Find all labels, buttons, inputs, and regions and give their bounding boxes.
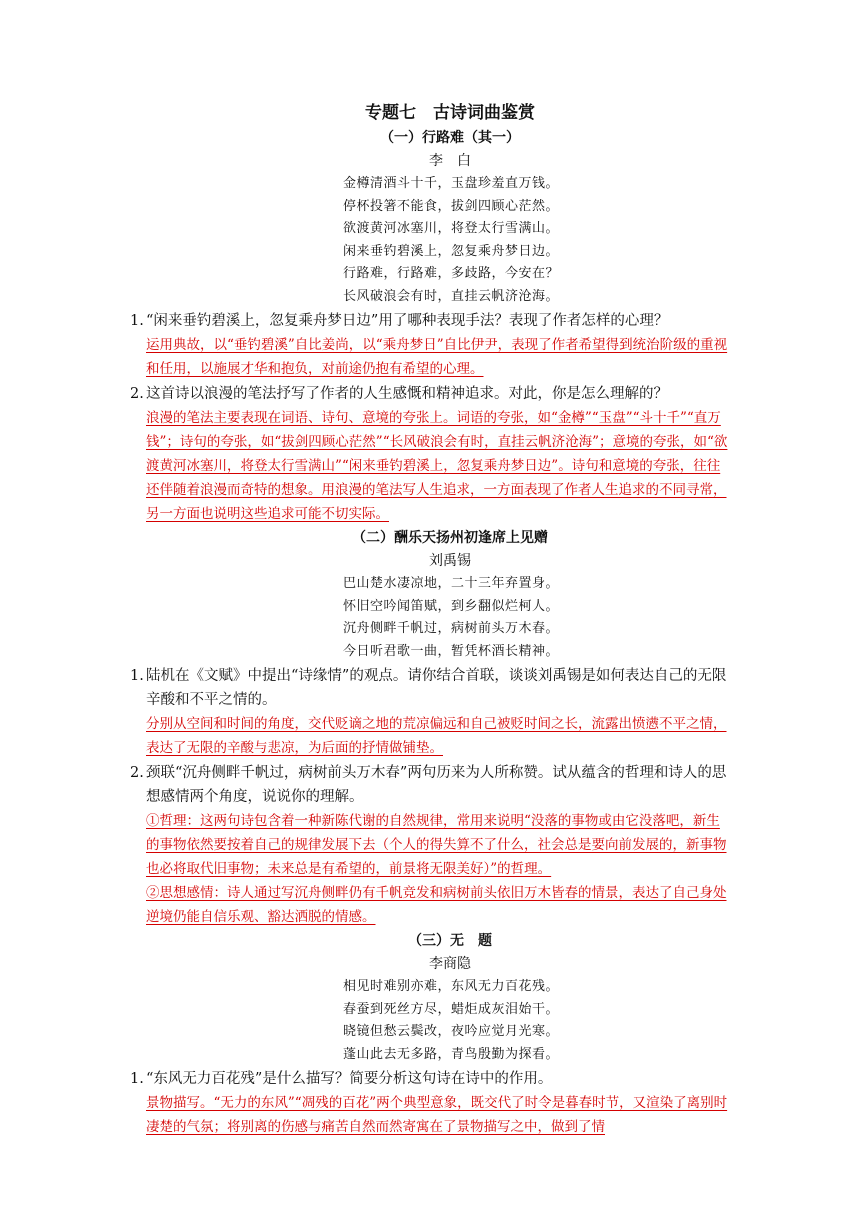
section-xinglunan [130, 126, 730, 526]
section-chou-letian [130, 526, 730, 929]
answer [146, 406, 730, 526]
question-text: “东风无力百花残”是什么描写？简要分析这句诗在诗中的作用。 [146, 1071, 553, 1087]
question [130, 309, 730, 333]
poem-line: 沉舟侧畔千帆过，病树前头万木春。 [342, 621, 559, 636]
poem-line: 蓬山此去无多路，青鸟殷勤为探看。 [342, 1046, 559, 1062]
poem-line: 春蚕到死丝方尽，蜡炬成灰泪始干。 [342, 1001, 559, 1017]
answer-text: 分别从空间和时间的角度，交代贬谪之地的荒凉偏远和自己被贬时间之长，流露出愤懑不平之情，表达了无限的辛酸与悲凉，为后面的抒情做铺垫。 [146, 716, 727, 756]
question-number: 2. [130, 765, 144, 781]
question-number: 1. [130, 668, 144, 684]
question-text: 颈联“沉舟侧畔千帆过，病树前头万木春”两句历来为人所称赞。试从蕴含的哲理和诗人的思想感情两个角度，说说你的理解。 [146, 765, 727, 805]
question-text: 这首诗以浪漫的笔法抒写了作者的人生感慨和精神追求。对此，你是怎么理解的？ [146, 386, 668, 402]
question-number: 1. [130, 313, 144, 329]
poem-line: 今日听君歌一曲，暂凭杯酒长精神。 [342, 643, 559, 659]
answer-text: ②思想感情：诗人通过写沉舟侧畔仍有千帆竞发和病树前头依旧万木皆春的情景，表达了自己身处逆境仍能自信乐观、豁达洒脱的情感。 [146, 885, 727, 925]
poem-line: 欲渡黄河冰塞川，将登太行雪满山。 [342, 221, 559, 236]
poem-line: 巴山楚水凄凉地，二十三年弃置身。 [342, 576, 559, 591]
poem-line: 相见时难别亦难，东风无力百花残。 [342, 979, 559, 994]
poem-line: 怀旧空吟闻笛赋，到乡翻似烂柯人。 [342, 598, 559, 614]
answer-text: 运用典故，以“垂钓碧溪”自比姜尚，以“乘舟梦日”自比伊尹，表现了作者希望得到统治阶级的重视和任用，以施展才华和抱负，对前途仍抱有希望的心理。 [146, 337, 728, 377]
poem-author: 李 白 [429, 153, 471, 169]
page-title: 专题七 古诗词曲鉴赏 [365, 103, 535, 123]
answer [146, 1091, 730, 1139]
question [130, 664, 730, 712]
answer [146, 712, 730, 760]
poem-line: 晓镜但愁云鬓改，夜吟应觉月光寒。 [342, 1024, 559, 1039]
poem-author: 刘禹锡 [429, 553, 471, 569]
question-text: 陆机在《文赋》中提出“诗缘情”的观点。请你结合首联，谈谈刘禹锡是如何表达自己的无限辛酸和不平之情的。 [146, 668, 727, 708]
answer-text: 浪漫的笔法主要表现在词语、诗句、意境的夸张上。词语的夸张，如“金樽”“玉盘”“斗十千”“直万钱”；诗句的夸张，如“拔剑四顾心茫然”“长风破浪会有时，直挂云帆济沧海”；意境的夸张，如“欲渡黄河冰塞川，将登太行雪满山”“闲来垂钓碧溪上，忽复乘舟梦日边”。诗句和意境的夸张，往往还伴随着浪漫而奇特的想象。用浪漫的笔法写人生追求，一方面表现了作者人生追求的不同寻常，另一方面也说明这些追求可能不切实际。 [146, 410, 728, 522]
section-wuti [130, 929, 730, 1139]
poem-line: 金樽清酒斗十千，玉盘珍羞直万钱。 [342, 176, 559, 191]
answer-text: ①哲理：这两句诗包含着一种新陈代谢的自然规律，常用来说明“没落的事物或由它没落吧，新生的事物依然要按着自己的规律发展下去（个人的得失算不了什么，社会总是要向前发展的，新事物也必将取代旧事物；未来总是有希望的，前景将无限美好）”的哲理。 [146, 813, 727, 877]
document-page [130, 100, 730, 1139]
poem-line: 闲来垂钓碧溪上，忽复乘舟梦日边。 [342, 243, 559, 259]
question-number: 2. [130, 386, 144, 402]
poem-heading: （一）行路难（其一） [380, 130, 520, 146]
question-text: “闲来垂钓碧溪上，忽复乘舟梦日边”用了哪种表现手法？表现了作者怎样的心理？ [146, 313, 669, 329]
question [130, 761, 730, 809]
poem-author: 李商隐 [429, 956, 471, 972]
question [130, 1067, 730, 1091]
poem-heading: （三）无 题 [408, 933, 492, 949]
answer [146, 809, 730, 929]
answer [146, 333, 730, 381]
poem-line: 行路难，行路难，多歧路，今安在？ [342, 266, 559, 281]
poem-heading: （二）酬乐天扬州初逢席上见赠 [352, 530, 548, 546]
poem-line: 停杯投箸不能食，拔剑四顾心茫然。 [342, 198, 559, 214]
poem-line: 长风破浪会有时，直挂云帆济沧海。 [342, 288, 559, 304]
answer-text: 景物描写。“无力的东风”“凋残的百花”两个典型意象，既交代了时令是暮春时节，又渲染了离别时凄楚的气氛；将别离的伤感与痛苦自然而然寄寓在了景物描写之中，做到了情 [146, 1095, 728, 1135]
question [130, 382, 730, 406]
question-number: 1. [130, 1071, 144, 1087]
